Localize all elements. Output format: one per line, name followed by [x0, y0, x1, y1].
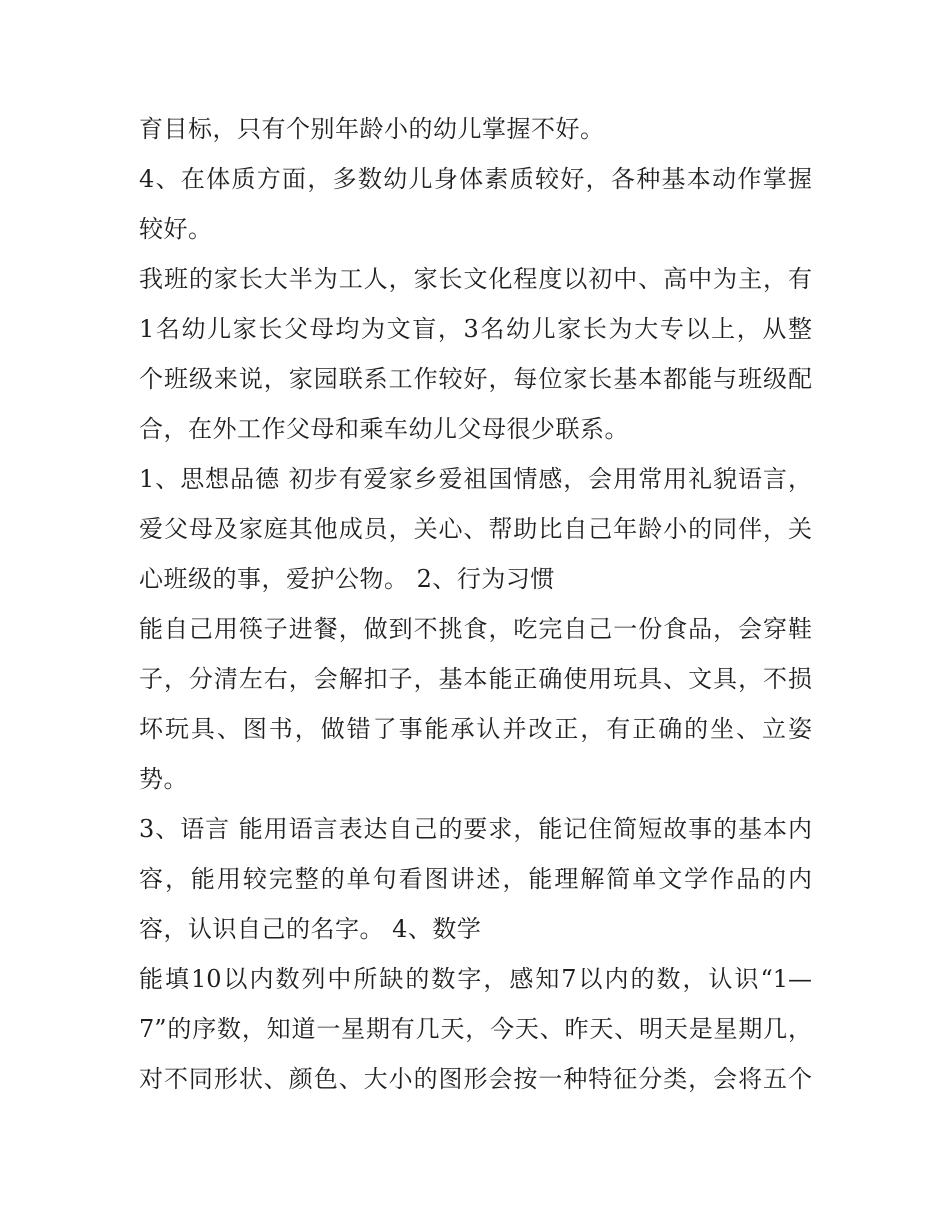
- text-line: 势。: [139, 765, 188, 793]
- text-line: 坏玩具、图书，做错了事能承认并改正，有正确的坐、立姿: [139, 715, 812, 743]
- text-line: 心班级的事，爱护公物。 2、行为习惯: [139, 565, 555, 593]
- text-line: 容，能用较完整的单句看图讲述，能理解简单文学作品的内: [139, 865, 812, 893]
- text-line: 3、语言 能用语言表达自己的要求，能记住简短故事的基本内: [139, 815, 812, 843]
- text-line: 个班级来说，家园联系工作较好，每位家长基本都能与班级配: [139, 365, 812, 393]
- text-line: 能填10以内数列中所缺的数字，感知7以内的数，认识“1—: [139, 965, 812, 993]
- text-line: 7”的序数，知道一星期有几天，今天、昨天、明天是星期几，: [139, 1015, 812, 1043]
- document-text-block: [139, 104, 812, 1104]
- text-line: 容，认识自己的名字。 4、数学: [139, 915, 482, 943]
- text-line: 4、在体质方面，多数幼儿身体素质较好，各种基本动作掌握: [139, 165, 812, 193]
- text-line: 我班的家长大半为工人，家长文化程度以初中、高中为主，有: [139, 265, 812, 293]
- text-line: 1、思想品德 初步有爱家乡爱祖国情感，会用常用礼貌语言，: [139, 465, 812, 493]
- text-line: 对不同形状、颜色、大小的图形会按一种特征分类，会将五个: [139, 1065, 812, 1093]
- text-line: 1名幼儿家长父母均为文盲，3名幼儿家长为大专以上，从整: [139, 315, 812, 343]
- text-line: 合，在外工作父母和乘车幼儿父母很少联系。: [139, 415, 629, 443]
- text-line: 能自己用筷子进餐，做到不挑食，吃完自己一份食品，会穿鞋: [139, 615, 812, 643]
- text-line: 子，分清左右，会解扣子，基本能正确使用玩具、文具，不损: [139, 665, 812, 693]
- text-line: 较好。: [139, 215, 213, 243]
- text-line: 育目标，只有个别年龄小的幼儿掌握不好。: [139, 115, 605, 143]
- text-line: 爱父母及家庭其他成员，关心、帮助比自己年龄小的同伴，关: [139, 515, 812, 543]
